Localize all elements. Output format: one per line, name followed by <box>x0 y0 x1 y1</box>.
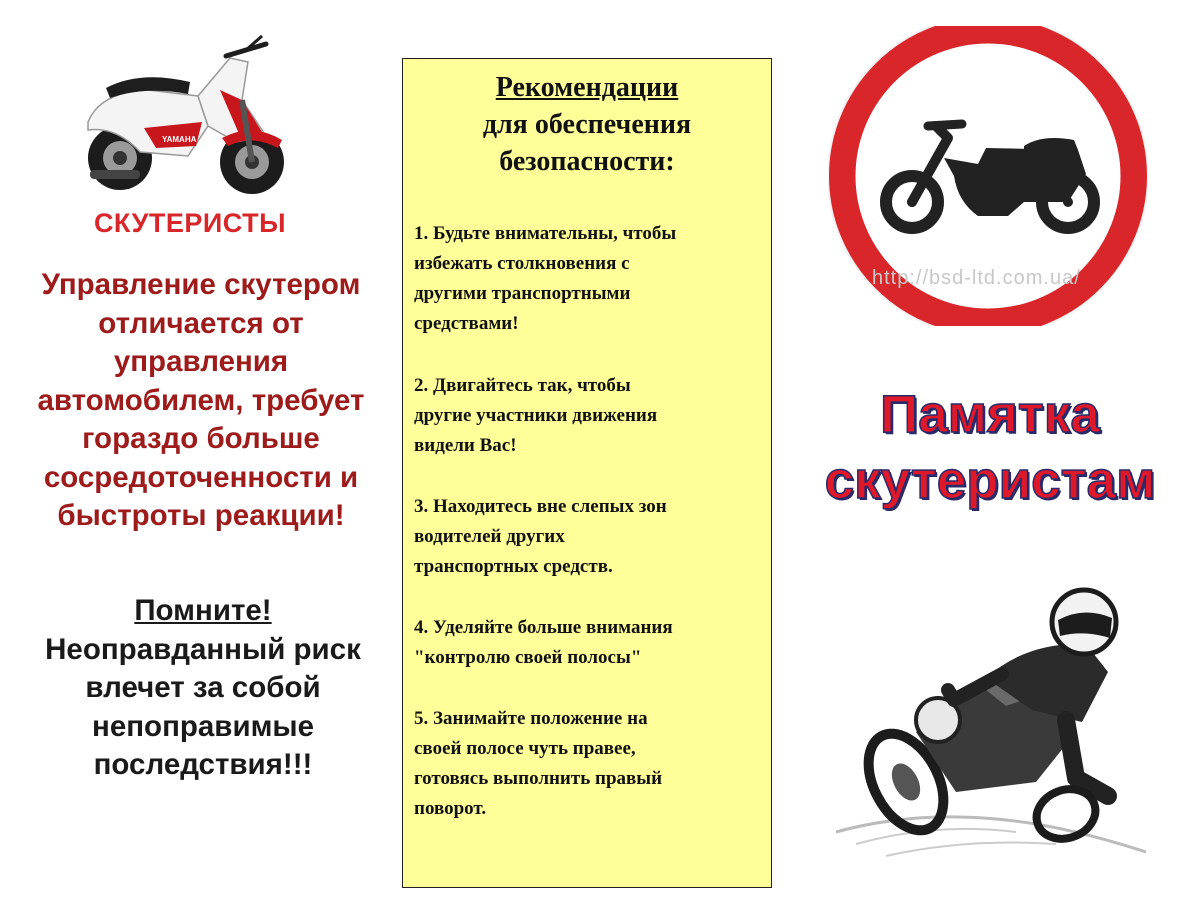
title-line-1: Памятка <box>880 385 1100 444</box>
scooter-icon <box>70 30 310 210</box>
watermark-url: http://bsd-ltd.com.ua/ <box>872 267 1081 289</box>
motorcycle-rider-icon <box>826 582 1166 882</box>
recommendation-item-2: 2. Двигайтесь так, чтобы другие участники движения видели Вас! <box>414 375 658 456</box>
remember-title: Помните! <box>134 594 272 627</box>
recommendations-heading-line2: для обеспечения <box>482 109 692 140</box>
scooter-brand: YAMAHA <box>162 135 197 144</box>
page-title <box>800 382 1180 514</box>
recommendations-heading-line3: безопасности: <box>499 146 675 177</box>
recommendations-box <box>402 58 772 888</box>
intro-text: Управление скутером отличается от управления автомобилем, требует гораздо больше сосредоточенности и быстроты реакции! <box>37 268 365 532</box>
title-line-2: скутеристам <box>824 451 1156 510</box>
remember-text: Неоправданный риск влечет за собой непоправимые последствия!!! <box>45 632 361 781</box>
scooter-caption: СКУТЕРИСТЫ <box>93 208 287 238</box>
recommendation-item-3: 3. Находитесь вне слепых зон водителей других транспортных средств. <box>414 496 667 577</box>
recommendation-item-5: 5. Занимайте положение на своей полосе чуть правее, готовясь выполнить правый поворот. <box>414 708 663 819</box>
recommendations-heading-line1: Рекомендации <box>495 72 679 103</box>
recommendation-item-1: 1. Будьте внимательны, чтобы избежать столкновения с другими транспортными средствами! <box>414 223 677 334</box>
recommendation-item-4: 4. Уделяйте больше внимания "контролю своей полосы" <box>414 617 673 668</box>
recommendations-heading <box>403 69 771 180</box>
remember-block <box>10 592 396 785</box>
